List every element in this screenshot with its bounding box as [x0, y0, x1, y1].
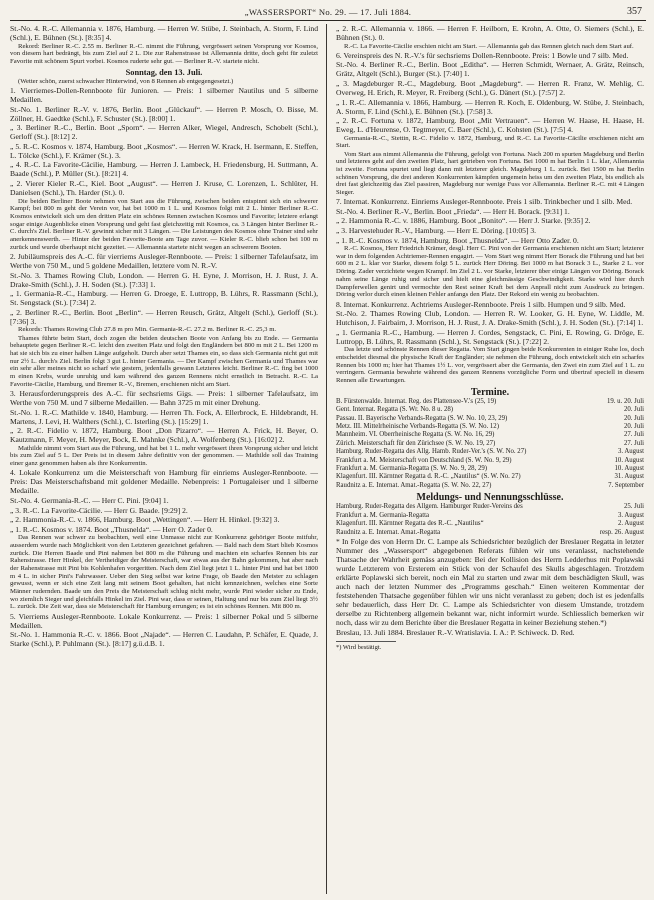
- section-heading: Meldungs- und Nennungsschlüsse.: [416, 492, 564, 504]
- termin-event: Hamburg. Ruder-Regatta des Allg. Hamb. Ruder-Ver.'s (S. W. No. 27): [336, 448, 527, 456]
- right-column: [336, 24, 644, 653]
- paragraph: „ 2. Vierer Kieler R.-C., Kiel. Boot „August“. — Herren J. Kruse, C. Lorenzen, L. Schlüter, H. Danielsen (Schl.), Th. Harder (St.). 0.: [10, 178, 318, 197]
- paragraph: „ 1. R.-C. Kosmos v. 1874. Boot „Thusnelda“. — Herr O. Zader 0.: [10, 524, 213, 534]
- section-heading: Sonntag, den 13. Juli.: [125, 67, 203, 77]
- report-text: R.-C. La Favorite-Cäcilie erschien nicht am Start. — Allemannia gab das Rennen gleich nach dem Start auf.: [344, 42, 634, 50]
- termin-date: 25. Juli: [623, 503, 644, 511]
- termin-date: 27. Juli: [623, 431, 644, 439]
- paragraph: „ 3. Berliner R.-C., Berlin. Boot „Sporn“. — Herren Alker, Wiegel, Andresch, Schobelt (Schl.), Gerloff (St.). [8:12] 2.: [10, 123, 318, 142]
- report-text: Das Rennen war schwer zu beobachten, weil eine Unmasse nicht zur Konkurrenz gehöriger Boote mitfuhr, ausserdem wurde nach Möglichkeit von den Letzteren gezeichnet gefahren. — Bald nach dem Start blieb Kosmos zurück. Die Herren Baade und Pini nahmen bei 800 m die Führung und machten ein scharfes Rennen bis zur Rahenstrasse. Herr Hinkel, der Vertheidiger der Meisterschaft, war etwas aus der Bahn gekommen, hat aber nach der Rahenstrasse mit Pini bis Kohlenhafen vorgeritten. Nach dem Ziel liegt jetzt 1 L. hinter Pini und hat bei 1800 m 4 L. in sicher Pini's Fahrwasser. Ueber den Sieg selbst war keine Frage, ob Baade den Meister zu schlagen gewusst, wenn er sich eine Zeit lang mit seinem Boot gehalten, hat nicht kennzeichnen, welches eine Sorte Männer rudernden. Baade um den Preis die Meisterschaft schlug nicht mehr, wurde Pini wieder sicher zu Ende, wo ziemlich Sieger und gleichfalls Hinkel im Ziel. Pini war, dass er seinen, Haltung und nur bis zum Ziel liegt 3½ L. zurück. Die Zeit war, dass sie Meisterschaft für Hamburg errungen; es ist ein schönes Rennen. Mit 800 m.: [10, 534, 318, 611]
- termin-row: [336, 440, 644, 448]
- paragraph: „ 2. R.-C. Fidelio v. 1872, Hamburg. Boot „Don Pizarro“. — Herren A. Frick, H. Beyer, O. Kautzmann, F. Meyer, H. Meyer, Bock, E. Mahnke (Schl.), A. Wolfenberg (St.). [16:02] 2.: [10, 426, 318, 445]
- footnote: *) Wird bestätigt.: [336, 641, 396, 652]
- paragraph: 6. Vereinspreis des N. R.-V.'s für sechsriems Dollen-Rennboote. Preis: 1 Bowle und 7 silb. Med.: [336, 50, 629, 60]
- paragraph: „ 2. Hammonia R.-C. v. 1886, Hamburg. Boot „Bonito“. — Herr J. Starke. [9:35] 2.: [336, 216, 591, 226]
- paragraph: 5. Vierriems Ausleger-Rennboote. Lokale Konkurrenz. — Preis: 1 silberner Pokal und 5 silberne Medaillen.: [10, 611, 318, 630]
- report-text: Thames führte beim Start, doch zogen die beiden deutschen Boote von Anfang bis zu Ende. — Germania behauptete gegen Berliner R.-C. leicht den zweiten Platz und folgt den Engländern bei 800 m mit 2 L. Bei 1200 m hat sie sich bis zu einer halben Länge aufgeholt. Durch aber setzt Thames ein, so dass sich Germania nicht gut mit nur 2½ L. durch's Ziel. Berlin folgt 3 gut L. hinter Germania. — Der Kampf zwischen Germania und Thames war ein sehr aller meines nicht so scharf wie gestern, jedenfalls gewann Letzteres leicht. Berliner R.-C. fing bei 1000 m einen Krebs, wurde unruhig und kam während des ganzen Rennens nicht ernstlich in Betracht. R.-C. La Favorite-Cäcilie, Hamburg, und Bremer R.-V., Bremen, erschienen nicht am Start.: [10, 334, 318, 388]
- paragraph: „ 2. R.-C. Allemannia v. 1866. — Herren F. Heilborn, E. Krohn, A. Otte, O. Siemers (Schl.), E. Bühnen (St.). 0.: [336, 24, 644, 43]
- paragraph: Breslau, 13. Juli 1884. Breslauer R.-V. Wratislavia. I. A.: P. Schiweck. D. Red.: [336, 627, 575, 637]
- termin-date: 20. Juli: [623, 406, 644, 414]
- paragraph: „ 2. Berliner R.-C., Berlin. Boot „Berlin“. — Herren Reusch, Grätz, Altgelt (Schl.), Gerloff (St.). [7:36] 3.: [10, 307, 318, 326]
- termin-date: 3. August: [617, 448, 644, 456]
- termin-date: 20. Juli: [623, 414, 644, 422]
- termin-event: Raudnitz a. E. Internat. Amat.-Regatta (S. W. No. 22, 27): [336, 481, 492, 489]
- termin-event: Metz. III. Mittelrheinische Verbands-Regatta (S. W. No. 12): [336, 423, 499, 431]
- paragraph: St.-No. 4. Berliner R.-V., Berlin. Boot „Frieda“. — Herr H. Borack. [9:31] 1.: [336, 206, 570, 216]
- termin-event: Klagenfurt. III. Kärntner Regatta des R.-C. „Nautilus“: [336, 520, 484, 528]
- report-text: R.-C. Kosmos, Herr Friedrich Krämer, desgl. Herr C. Pini von der Germania erschienen nicht am Start; letzterer war in dem folgenden Achtriemer-Rennen engagirt. — Vom Start weg nimmt Herr Borack die Führung und hat bei 600 m 2 L. klar vor Starke, diesem folgt 5 L. zurück Herr Döring. Bei 1000 m hat Borack 3 L., Starke 2 L. vor Döring. Zader verzichtete wegen Krampf. Im Ziel 2 L. vor Starke, letzterer über einige Längen vor Döring. Borack nahm seine Länge ruhig und sicher und hielt eine gleichmässige Geschwindigkeit. Starke wird hier durch Dampferwellen genirt und vermochte den Rest seiner Kraft bei dem Anprall nicht zum Ausdruck zu bringen. Döring verlor durch einen kleinen Fehler anfangs den Platz. Der Rekord ein wenig zu beobachten.: [336, 245, 644, 299]
- paragraph: „ 2. Hammonia-R.-C. v. 1866, Hamburg. Boot „Wettingen“. — Herr H. Hinkel. [9:32] 3.: [10, 515, 280, 525]
- paragraph: „ 1. R.-C. Kosmos v. 1874, Hamburg. Boot „Thusnelda“. — Herr Otto Zader. 0.: [336, 235, 579, 245]
- paragraph: St.-No. 3. Thames Rowing Club, London. — Herren G. H. Eyne, J. Morrison, H. J. Rust, J. A. Drake-Smith (Schl.), J. H. Soden (St.). [7:33] 1.: [10, 270, 318, 289]
- report-text: Rekord: Berliner R.-C. 2.55 m. Berliner R.-C. nimmt die Führung, vergrössert seinen Vorsprung vor Kosmos, von diesem hart bedrängt, bis zum Ziel auf 2 L. Die zur Rahenstrasse ist Allemannia dritte, doch geht für zuletzt Favorite mit schönem Spurt vorbei. Kosmos ruderte sehr gut. — Berliner R.-V. startete nicht.: [10, 42, 318, 65]
- report-text: Mathilde nimmt vom Start aus die Führung, und hat bei 1 L. mehr vergrössert ihren Vorsprung sicher und leicht bis zum Ziel auf 5 L. Der Preis ist in diesem Jahre definitiv von der genommen. — Mathilde soll das Training einer ganz genommen haben als ihre Konkurrentin.: [10, 444, 318, 468]
- paragraph: St.-No. 4. R.-C. Allemannia v. 1876, Hamburg. — Herren W. Stübe, J. Steinbach, A. Storm, F. Lind (Schl.), E. Bühnen (St.). [8:35] 4.: [10, 24, 318, 43]
- termin-date: resp. 26. August: [599, 528, 644, 536]
- report-text: Rekords: Thames Rowing Club 27.8 m pro Min. Germania-R.-C. 27.2 m. Berliner R.-C. 25,3 m.: [18, 326, 277, 334]
- columns: [10, 24, 646, 894]
- report-text: Die beiden Berliner Boote nehmen von Start aus die Führung, zwischen beiden entspinnt sich ein schwerer Kampf; bei 800 m geht der Verein vor, hat bei 1000 m 1 L. und Kosmos folgt mit 2 L. hinter Berliner R.-C. Kosmos entwickelt sich um den dritten Platz ein schönes Rennen zwischen Kosmos und Favorite; letztere erlangt sogar einige Augenblicke einen Vorsprung und geht fast gleichzeitig mit Kosmos, ca. 3 Längen hinter Berliner R.-C. durch's Ziel. Berliner R.-V. gewinnt sicher mit 3 Längen. — Die Leistungen des Kosmos ohne Trainer sind sehr anerkennenswerth. — Hinter der beiden Favorite-Boote am Tage zuvor. — Kieler R.-C. blieb schon bei 100 m zurück und wurde überhaupt nicht gezeitet. — Allemannia startete nicht wegen an schwerem Booten.: [10, 197, 318, 251]
- header-title: „WASSERSPORT“ No. 29. — 17. Juli 1884.: [244, 7, 412, 17]
- termin-event: Frankfurt a. M. Germania-Regatta: [336, 511, 430, 519]
- termin-date: 10. August: [614, 456, 644, 464]
- paragraph: „ 4. R.-C. La Favorite-Cäcilie, Hamburg. — Herren J. Lambeck, H. Friedensburg, H. Suttmann, A. Baade (Schl.), P. Müller (St.). [8:21] 4.: [10, 160, 318, 179]
- section-heading: Termine.: [470, 386, 510, 398]
- paragraph: 3. Herausforderungspreis des A.-C. für sechsriems Gigs. — Preis: 1 silberner Tafelaufsatz, im Werthe von 750 M. und 7 silberne Medaillen. — Bahn 3725 m mit einer Drehung.: [10, 388, 318, 407]
- termin-date: 20. Juli: [623, 423, 644, 431]
- column-divider: [326, 24, 327, 894]
- paragraph: St.-No. 1. R.-C. Mathilde v. 1840, Hamburg. — Herren Th. Fock, A. Ellerbrock, E. Hildebrandt, H. Martens, J. Levi, H. Walthers (Schl.), C. Isterling (St.). [15:29] 1.: [10, 407, 318, 426]
- termin-date: 2. August: [617, 520, 644, 528]
- paragraph: 1. Vierriemes-Dollen-Rennboote für Junioren. — Preis: 1 silberner Nautilus und 5 silberne Medaillen.: [10, 85, 318, 104]
- newspaper-page: [10, 6, 646, 894]
- paragraph: „ 1. R.-C. Allemannia v. 1866, Hamburg. — Herren R. Koch, E. Oldenburg, W. Stübe, J. Steinbach, A. Storm, F. Lind (Schl.), E. Bühnen (St.). [7:58] 3.: [336, 97, 644, 116]
- termin-row: [336, 473, 644, 481]
- termin-row: [336, 529, 644, 537]
- paragraph: 2. Jubiläumspreis des A.-C. für vierriems Ausleger-Rennboote. — Preis: 1 silberner Tafelaufsatz, im Werthe von 750 M., und 5 goldene Medaillen, letztere vom N. R.-V.: [10, 251, 318, 270]
- termin-row: [336, 398, 644, 406]
- paragraph: 4. Lokale Konkurrenz um die Meisterschaft von Hamburg für einriems Ausleger-Rennboote. — Preis: Das Meisterschaftsband mit goldener Medaille. Nebenpreis: 1 Portugaleiser und 1 silberne Medaille.: [10, 468, 318, 496]
- termin-row: [336, 431, 644, 439]
- termin-date: 7. September: [608, 481, 644, 489]
- termin-event: Klagenfurt. III. Kärntner Regatta d. R.-C. „Nautilus“ (S. W. No. 27): [336, 473, 521, 481]
- termin-row: [336, 406, 644, 414]
- paragraph: „ 3. Magdeburger R.-C., Magdeburg. Boot „Magdeburg“. — Herren R. Franz, W. Mehlig, C. Overweg, H. Erich, R. Meyer, R. Freiberg (Schl.), G. Dänert (St.). [7:57] 2.: [336, 78, 644, 97]
- termin-row: [336, 465, 644, 473]
- termin-event: B. Fürstenwalde. Internat. Reg. des Plattensee-V.'s (25, 19): [336, 397, 497, 405]
- termin-row: [336, 415, 644, 423]
- paragraph: * In Folge des von Herrn Dr. C. Lampe als Schiedsrichter bezüglich der Breslauer Regatta in letzter Nummer des „Wassersport“ abgegebenen Referats fühlen wir uns veranlasst, nachstehende Thatsache der Wahrheit gemäss anzugeben: Bei der Kollision des Herrn Ledderhus mit Poplawski wurde Letzterem von Ersterem ein Stück von der Schaufel des Skulls abgeschlagen. Trotzdem erklärte Poplawski sich bereit, noch ein Mal zu starten und zwar mit dem beschädigten Skull, was auch nach der letzten Nummer des „Programms geschah.“ Einen weiteren Kommentar der feststehenden Thatsache gegenüber fühlen wir uns nicht veranlasst zu geben; doch ist es jedenfalls sehr bedauerlich, dass Herr Dr. C. Lampe als Schiedsrichter von diesem Umstande, trotzdem derselbe zu Richtenberg allgemein bekannt war, nicht informirt wurde. Schliesslich bemerken wir noch, dass wir zu dem Berichte über die Breslauer Regatta in keiner Beziehung stehen.*): [336, 536, 644, 628]
- termin-event: Frankfurt a. M. Meisterschaft von Deutschland (S. W. No. 9, 29): [336, 456, 512, 464]
- termin-date: 19. u. 20. Juli: [606, 397, 644, 405]
- termin-event: Frankfurt a. M. Germania-Regatta (S. W. No. 9, 28, 29): [336, 465, 488, 473]
- termin-row: [336, 482, 644, 490]
- termin-event: Gent. Internat. Regatta (S. Wr. No. 8 u. 28): [336, 406, 454, 414]
- termin-row: [336, 423, 644, 431]
- paragraph: St.-No. 4. Germania-R.-C. — Herr C. Pini. [9:04] 1.: [10, 495, 169, 505]
- page-header: [10, 6, 646, 21]
- paragraph: „ 3. Harvestehuder R.-V., Hamburg. — Herr E. Döring. [10:05] 3.: [336, 225, 537, 235]
- termin-row: [336, 457, 644, 465]
- termin-date: 31. August: [614, 473, 644, 481]
- paragraph: „ 3. R.-C. La Favorite-Cäcilie. — Herr G. Baade. [9:29] 2.: [10, 505, 188, 515]
- termin-event: Hamburg. Ruder-Regatta des Allgem. Hamburger Ruder-Vereins des: [336, 503, 523, 511]
- paragraph: „ 5. R.-C. Kosmos v. 1874, Hamburg. Boot „Kosmos“. — Herren W. Krack, H. Isermann, E. Steffen, L. Tölcke (Schl.), F. Krämer (St.). 3.: [10, 141, 318, 160]
- paragraph: „ 1. Germania-R.-C., Hamburg. — Herren G. Droege, E. Luttropp, B. Lührs, R. Rassmann (Schl.), St. Sengstack (St.). [7:34] 2.: [10, 289, 318, 308]
- paragraph: St.-No. 1. Berliner R.-V. v. 1876, Berlin. Boot „Glückauf“. — Herren P. Mosch, O. Bisse, M. Zöllner, H. Gaedtke (Schl.), F. Schuster (St.). [8:00] 1.: [10, 104, 318, 123]
- paragraph: 8. Internat. Konkurrenz. Achtriems Ausleger-Rennboote. Preis 1 silb. Humpen und 9 silb. Med.: [336, 299, 626, 309]
- termin-date: 10. August: [614, 465, 644, 473]
- report-text: Germania-R.-C., Stettin, R.-C. Fidelio v. 1872, Hamburg, und R.-C. La Favorite-Cäcilie erschienen nicht am Start.: [336, 134, 644, 150]
- termin-date: 27. Juli: [623, 439, 644, 447]
- termin-row: [336, 512, 644, 520]
- report-text: Vom Start aus nimmt Allemannia die Führung, gefolgt von Fortuna. Nach 200 m spurten Magdeburg und Berlin und letzteres geht auf den zweiten Platz, hart getrieben von Fortuna. Bei 1000 m hat Berlin 1 L. klar, Allemannia ist zweite. Fortuna spurtet und liegt dann mit letzterer gleich. Magdeburg 1 L. zurück. Bei 1500 m hat Berlin schönen Vorsprung, die drei anderen Konkurrenten kämpfen ungemein heiss um den zweiten Platz, bis endlich als drei fast gleichzeitig das Ziel passiren, Magdeburg nur wenige Fuss vor Allemannia. Berliner R.-C. mit 4 Längen Sieger.: [336, 150, 644, 197]
- termin-row: [336, 503, 644, 511]
- termin-event: Zürich. Meisterschaft für den Zürichsee (S. W. No. 19, 27): [336, 439, 496, 447]
- termin-row: [336, 520, 644, 528]
- termin-date: 3. August: [617, 511, 644, 519]
- report-text: (Wetter schön, zuerst schwacher Hinterwind, von 8 Rennen ab entgegengesetzt.): [18, 77, 234, 85]
- left-column: [10, 24, 318, 649]
- paragraph: „ 2. R.-C. Fortuna v. 1872, Hamburg. Boot „Mit Vertrauen“. — Herren W. Haase, H. Haase, H. Eweg, L. d'Heurense, O. Tegtmeyer, C. Baer (Schl.), C. Kohsten (St.). [7:5] 4.: [336, 116, 644, 135]
- paragraph: St.-No. 1. Hammonia R.-C. v. 1866. Boot „Najade“. — Herren C. Laudahn, P. Schäfer, E. Quade, J. Starke (Schl.), P. Puhlmann (St.). [8:17] g.ü.d.B. 1.: [10, 630, 318, 649]
- page-number: 357: [627, 6, 642, 17]
- paragraph: St.-No. 2. Thames Rowing Club, London. — Herren R. W. Looker, G. H. Eyne, W. Liddle, M. Hutchison, J. Fairbairn, J. Morrison, H. J. Rust, J. A. Drake-Smith (Schl.), J. H. Soden (St.). [7:14] 1.: [336, 309, 644, 328]
- paragraph: St.-No. 4. Berliner R.-C., Berlin. Boot „Editha“. — Herren Schmidt, Wernaer, A. Grätz, Reinsch, Grätz, Altgelt (Schl.), Burger (St.). [7:40] 1.: [336, 60, 644, 79]
- paragraph: „ 1. Germania R.-C., Hamburg. — Herren J. Cordes, Sengstack, C. Pini, E. Rowing, G. Dröge, E. Luttropp, B. Lührs, R. Rassmann (Schl.), St. Sengstack (St.). [7:22] 2.: [336, 327, 644, 346]
- report-text: Das letzte und schönste Rennen dieser Regatta. Vom Start gingen beide Konkurrenten in einiger Ruhe los, doch entscheidet diesmal die physische Kraft der Engländer; sie nehmen die Führung, doch entwickelt sich ein scharfes Rennen bis 1000 m; hier hat Thames 1½ L. vor, vergrössert aber die Germania, den Zwei ein zum Ziel auf 1 L. zu verringern. Germania bewahrte während des ganzen Rennens vorzügliche Form und übertraf speciell in diesem Rennen alle Erwartungen.: [336, 346, 644, 385]
- paragraph: 7. Internat. Konkurrenz. Einriems Ausleger-Rennboote. Preis 1 silb. Trinkbecher und 1 silb. Med.: [336, 197, 633, 207]
- termin-event: Raudnitz a. E. Internat. Amat.-Regatta: [336, 528, 441, 536]
- termin-row: [336, 448, 644, 456]
- termin-event: Mannheim. VI. Oberrheinische Regatta (S. W. No. 16, 29): [336, 431, 495, 439]
- termin-event: Passau. II. Bayerische Verbands-Regatta (S. W. No. 10, 23, 29): [336, 414, 508, 422]
